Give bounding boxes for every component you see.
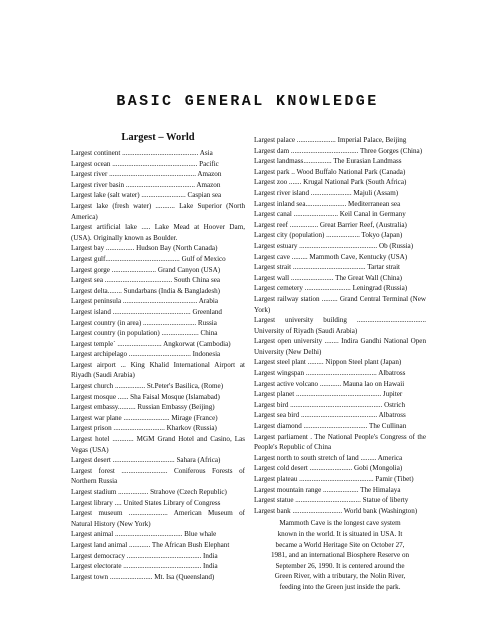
section-heading: Largest – World	[121, 132, 195, 143]
list-item: Largest forest .......................... Coniferous Forests of Northern Russia	[71, 466, 245, 486]
list-item: Largest museum ...................... American Museum of Natural History (New York)	[71, 509, 245, 528]
list-item: Largest sea bird ........................................... Albatross	[254, 411, 406, 420]
list-item: Largest animal ...................................... Blue whale	[71, 530, 217, 539]
note-line: Mammoth Cave is the longest cave system	[279, 519, 401, 528]
list-item: Largest north to south stretch of land ......... America	[254, 453, 403, 462]
list-item: Largest island ............................................ Greenland	[71, 307, 222, 316]
list-item: Largest river basin ....................................... Amazon	[71, 180, 221, 189]
list-item: Largest lake (salt water) ......................... Caspian sea	[71, 191, 222, 200]
list-item: Largest landmass................ The Eurasian Landmass	[254, 157, 402, 166]
list-item: Largest inland sea....................... Mediterranean sea	[254, 199, 401, 208]
list-item: Largest desert ................................... Sahara (Africa)	[71, 456, 221, 465]
list-item: Largest reef ................ Great Barrier Reef, (Australia)	[254, 220, 407, 229]
note-line: known in the world. It is situated in USA. It	[277, 529, 403, 538]
mammoth-cave-note	[254, 518, 426, 592]
list-item: Largest stadium ................. Strahove (Czech Republic)	[71, 488, 227, 496]
list-item: Largest palace ...................... Imperial Palace, Beijing	[254, 136, 407, 144]
list-item: Largest bay ................ Hudson Bay (North Canada)	[71, 244, 218, 253]
list-item: Largest hotel ............ MGM Grand Hotel and Casino, Las Vegas (USA)	[71, 435, 245, 454]
list-item: Largest dam ...................................... Three Gorges (China)	[254, 146, 423, 155]
note-line: Green River, with a tributary, the Nolin River,	[274, 572, 406, 581]
right-column	[254, 135, 426, 593]
left-entry-list	[71, 148, 245, 582]
list-item: Largest river ................................................. Amazon	[71, 170, 222, 179]
right-entry-list	[254, 135, 426, 516]
list-item: Largest sea ...................................... South China sea	[71, 276, 221, 285]
list-item: Largest democracy .......................................... India	[71, 551, 218, 560]
list-item: Largest diamond .................................... The Cullinan	[254, 422, 407, 431]
list-item: Largest country (in area) .............................. Russia	[71, 318, 217, 327]
list-item: Largest railway station ......... Grand Central Terminal (New York)	[254, 294, 426, 314]
list-item: Largest mountain range .................... The Himalaya	[254, 485, 401, 494]
list-item: Largest gulf.......................................... Gulf of Mexico	[71, 254, 226, 263]
list-item: Largest zoo ....... Krugal National Park (South Africa)	[254, 178, 407, 187]
list-item: Largest country (in population) ..................... China	[71, 329, 218, 338]
list-item: Largest open university ........ Indira Gandhi National Open University (New Delhi)	[254, 337, 426, 356]
list-item: Largest strait ......................................... Tartar strait	[254, 263, 401, 272]
note-line: September 26, 1990. It is centered around the	[275, 561, 405, 570]
list-item: Largest embassy.......... Russian Embassy (Beijing)	[71, 403, 215, 412]
list-item: Largest church ................. St.Peter's Basilica, (Rome)	[71, 382, 224, 391]
list-item: Largest airport ... King Khalid International Airport at Riyadh (Saudi Arabia)	[71, 360, 245, 380]
list-item: Largest active volcano ............ Mauna lao on Hawaii	[254, 379, 405, 388]
list-item: Largest planet ................................................ Jupiter	[254, 390, 403, 399]
list-item: Largest river island ....................... Majuli (Assam)	[254, 188, 399, 197]
list-item: Largest bird .................................................... Ostrich	[254, 400, 405, 409]
page-title: BASIC GENERAL KNOWLEDGE	[116, 93, 379, 110]
list-item: Largest statue ..................................... Statue of liberty	[254, 496, 409, 505]
list-item: Largest university building ....................................... University of Riyadh (Saudi Arabia)	[254, 316, 426, 335]
list-item: Largest prison ............................. Kharkov (Russia)	[71, 424, 217, 433]
list-item: Largest plateau .......................................... Pamir (Tibet)	[254, 475, 414, 483]
list-item: Largest mosque ...... Sha Faisal Mosque (Islamabad)	[71, 392, 220, 401]
list-item: Largest town ........................ Mt. Isa (Queensland)	[71, 572, 215, 581]
list-item: Largest cemetery .......................... Leningrad (Russia)	[254, 284, 408, 293]
note-line: feeding into the Green just inside the park.	[279, 582, 401, 591]
list-item: Largest wingspan ........................................ Albatross	[254, 369, 406, 378]
list-item: Largest wall ........................ The Great Wall (China)	[254, 273, 402, 282]
list-item: Largest city (population) ................... Tokyo (Japan)	[254, 231, 403, 240]
list-item: Largest lake (fresh water) ........... Lake Superior (North America)	[71, 201, 245, 221]
list-item: Largest park .. Wood Buffalo National Park (Canada)	[254, 167, 406, 176]
list-item: Largest gorge ......................... Grand Canyon (USA)	[71, 265, 221, 274]
list-item: Largest peninsula .......................................... Arabia	[71, 297, 219, 306]
left-column	[71, 132, 245, 582]
list-item: Largest archipelago ................................... Indonesia	[71, 350, 221, 359]
list-item: Largest parliament . The National People's Congress of the People's Republic of China	[254, 432, 426, 452]
list-item: Largest temple` ......................... Angkorwat (Cambodia)	[71, 339, 231, 348]
list-item: Largest artificial lake ..... Lake Mead at Hoover Dam, (USA). Originally known as Boulder.	[71, 223, 245, 242]
list-item: Largest library .... United States Library of Congress	[71, 498, 221, 507]
list-item: Largest steel plant ......... Nippon Steel plant (Japan)	[254, 358, 402, 367]
list-item: Largest war plane .......................... Mirage (France)	[71, 413, 218, 422]
list-item: Largest bank ............................ World bank (Washington)	[254, 506, 418, 515]
note-line: became a World Heritage Site on October 27,	[275, 540, 405, 549]
list-item: Largest electorate ............................................ India	[71, 562, 218, 571]
list-item: Largest delta........ Sundarbans (India & Bangladesh)	[71, 286, 220, 295]
list-item: Largest land animal ............ The African Bush Elephant	[71, 540, 230, 549]
list-item: Largest estuary ............................................ Ob (Russia)	[254, 241, 414, 250]
list-item: Largest ocean ................................................ Pacific	[71, 159, 219, 168]
list-item: Largest continent ........................................... Asia	[71, 149, 213, 157]
list-item: Largest cold desert ........................ Gobi (Mongolia)	[254, 464, 403, 473]
list-item: Largest cave ......... Mammoth Cave, Kentucky (USA)	[254, 252, 408, 261]
list-item: Largest canal ......................... Keil Canal in Germany	[254, 210, 406, 219]
note-line: 1981, and an international Biosphere Reserve on	[270, 551, 410, 560]
